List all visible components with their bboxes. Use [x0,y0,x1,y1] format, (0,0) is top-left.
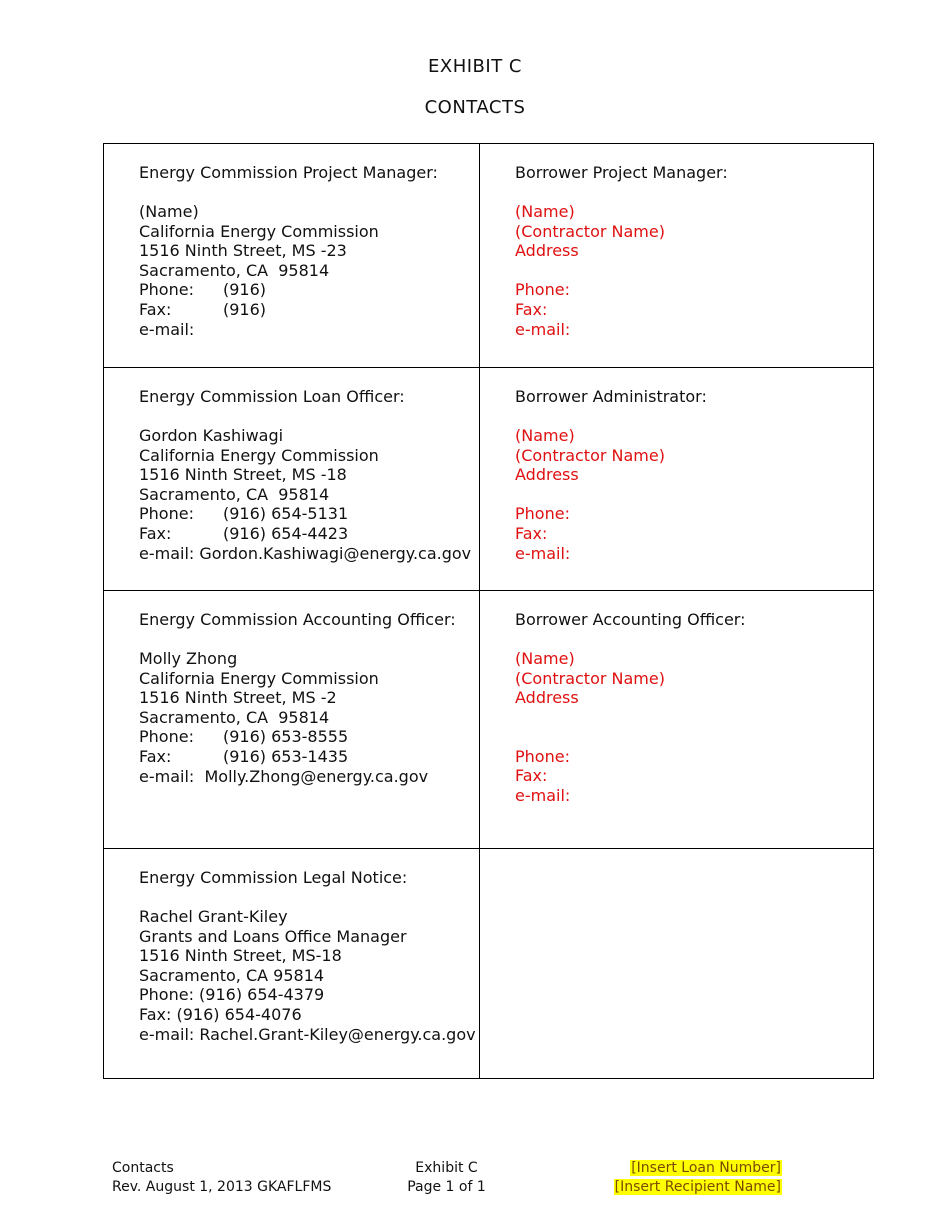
placeholder-fax: Fax: [515,523,548,543]
contact-org: California Energy Commission [139,445,379,465]
placeholder-address: Address [515,465,579,485]
fax-label: Fax: [139,523,172,543]
contact-phone [139,504,479,524]
contact-fax [139,524,479,544]
contact-title: Grants and Loans Office Manager [139,926,407,946]
phone-label: Phone: [139,280,194,300]
email-label: e-mail: [139,543,195,563]
placeholder-name: (Name) [515,649,575,668]
contact-name: Molly Zhong [139,649,238,668]
footer-doc-name: Contacts [112,1160,174,1176]
email-value: Molly.Zhong@energy.ca.gov [204,766,429,786]
contact-email [139,767,479,787]
phone-label: Phone: [139,504,194,524]
placeholder-name: (Name) [515,426,575,445]
ln-cell [104,849,480,1079]
footer-right [614,1159,782,1197]
contact-phone [139,280,479,300]
contact-name: (Name) [139,202,199,221]
bao-cell [480,591,874,849]
contact-fax: Fax: (916) 654-4076 [139,1004,302,1024]
contacts-row [104,144,874,368]
cell-heading: Borrower Project Manager: [515,163,728,182]
recipient-name-placeholder: [Insert Recipient Name] [614,1179,781,1195]
contact-name: Gordon Kashiwagi [139,426,284,445]
phone-value: (916) 654-5131 [223,504,349,524]
cell-heading: Energy Commission Accounting Officer: [139,610,456,629]
ba-cell [480,368,874,591]
ao-cell [104,591,480,849]
contact-city: Sacramento, CA 95814 [139,260,330,280]
contact-street: 1516 Ninth Street, MS -23 [139,241,347,261]
placeholder-email: e-mail: [515,543,571,563]
contact-email [139,544,479,564]
lo-cell [104,368,480,591]
cell-heading: Energy Commission Legal Notice: [139,868,408,887]
footer-page-number: Page 1 of 1 [407,1179,486,1195]
contact-email [139,320,479,340]
contact-fax [139,300,479,320]
placeholder-address: Address [515,241,579,261]
pm-cell [104,144,480,368]
placeholder-fax: Fax: [515,299,548,319]
contact-street: 1516 Ninth Street, MS -18 [139,465,347,485]
loan-number-placeholder: [Insert Loan Number] [631,1160,781,1176]
phone-value: (916) 653-8555 [223,727,349,747]
fax-value: (916) [223,299,267,319]
contact-street: 1516 Ninth Street, MS -2 [139,688,337,708]
placeholder-phone: Phone: [515,280,570,300]
cell-heading: Borrower Accounting Officer: [515,610,746,629]
cell-heading: Borrower Administrator: [515,387,707,406]
contact-phone: Phone: (916) 654-4379 [139,985,325,1005]
email-label: e-mail: [139,766,195,786]
cell-heading: Energy Commission Project Manager: [139,163,438,182]
placeholder-contractor: (Contractor Name) [515,221,665,241]
placeholder-contractor: (Contractor Name) [515,445,665,465]
email-value: Gordon.Kashiwagi@energy.ca.gov [199,543,472,563]
footer-revision: Rev. August 1, 2013 GKAFLFMS [112,1179,332,1195]
contact-city: Sacramento, CA 95814 [139,965,325,985]
contact-city: Sacramento, CA 95814 [139,707,330,727]
contact-city: Sacramento, CA 95814 [139,484,330,504]
bpm-cell [480,144,874,368]
placeholder-phone: Phone: [515,504,570,524]
placeholder-contractor: (Contractor Name) [515,668,665,688]
contacts-row [104,591,874,849]
placeholder-name: (Name) [515,202,575,221]
fax-label: Fax: [139,299,172,319]
contacts-table [103,143,874,1079]
contacts-row [104,368,874,591]
contact-name: Rachel Grant-Kiley [139,907,288,926]
placeholder-address: Address [515,688,579,708]
phone-value: (916) [223,280,267,300]
contacts-row [104,849,874,1079]
contact-org: California Energy Commission [139,221,379,241]
contacts-title: CONTACTS [424,97,526,118]
fax-label: Fax: [139,746,172,766]
contact-fax [139,747,479,767]
placeholder-email: e-mail: [515,785,571,805]
contact-phone [139,727,479,747]
fax-value: (916) 654-4423 [223,523,349,543]
exhibit-title: EXHIBIT C [428,56,522,77]
empty-cell [480,849,874,1079]
contact-email: e-mail: Rachel.Grant-Kiley@energy.ca.gov [139,1024,476,1044]
placeholder-email: e-mail: [515,319,571,339]
email-label: e-mail: [139,319,195,339]
contact-street: 1516 Ninth Street, MS-18 [139,946,342,966]
placeholder-phone: Phone: [515,746,570,766]
fax-value: (916) 653-1435 [223,746,349,766]
placeholder-fax: Fax: [515,766,548,786]
footer-exhibit: Exhibit C [415,1160,478,1176]
contact-org: California Energy Commission [139,668,379,688]
cell-heading: Energy Commission Loan Officer: [139,387,405,406]
phone-label: Phone: [139,727,194,747]
